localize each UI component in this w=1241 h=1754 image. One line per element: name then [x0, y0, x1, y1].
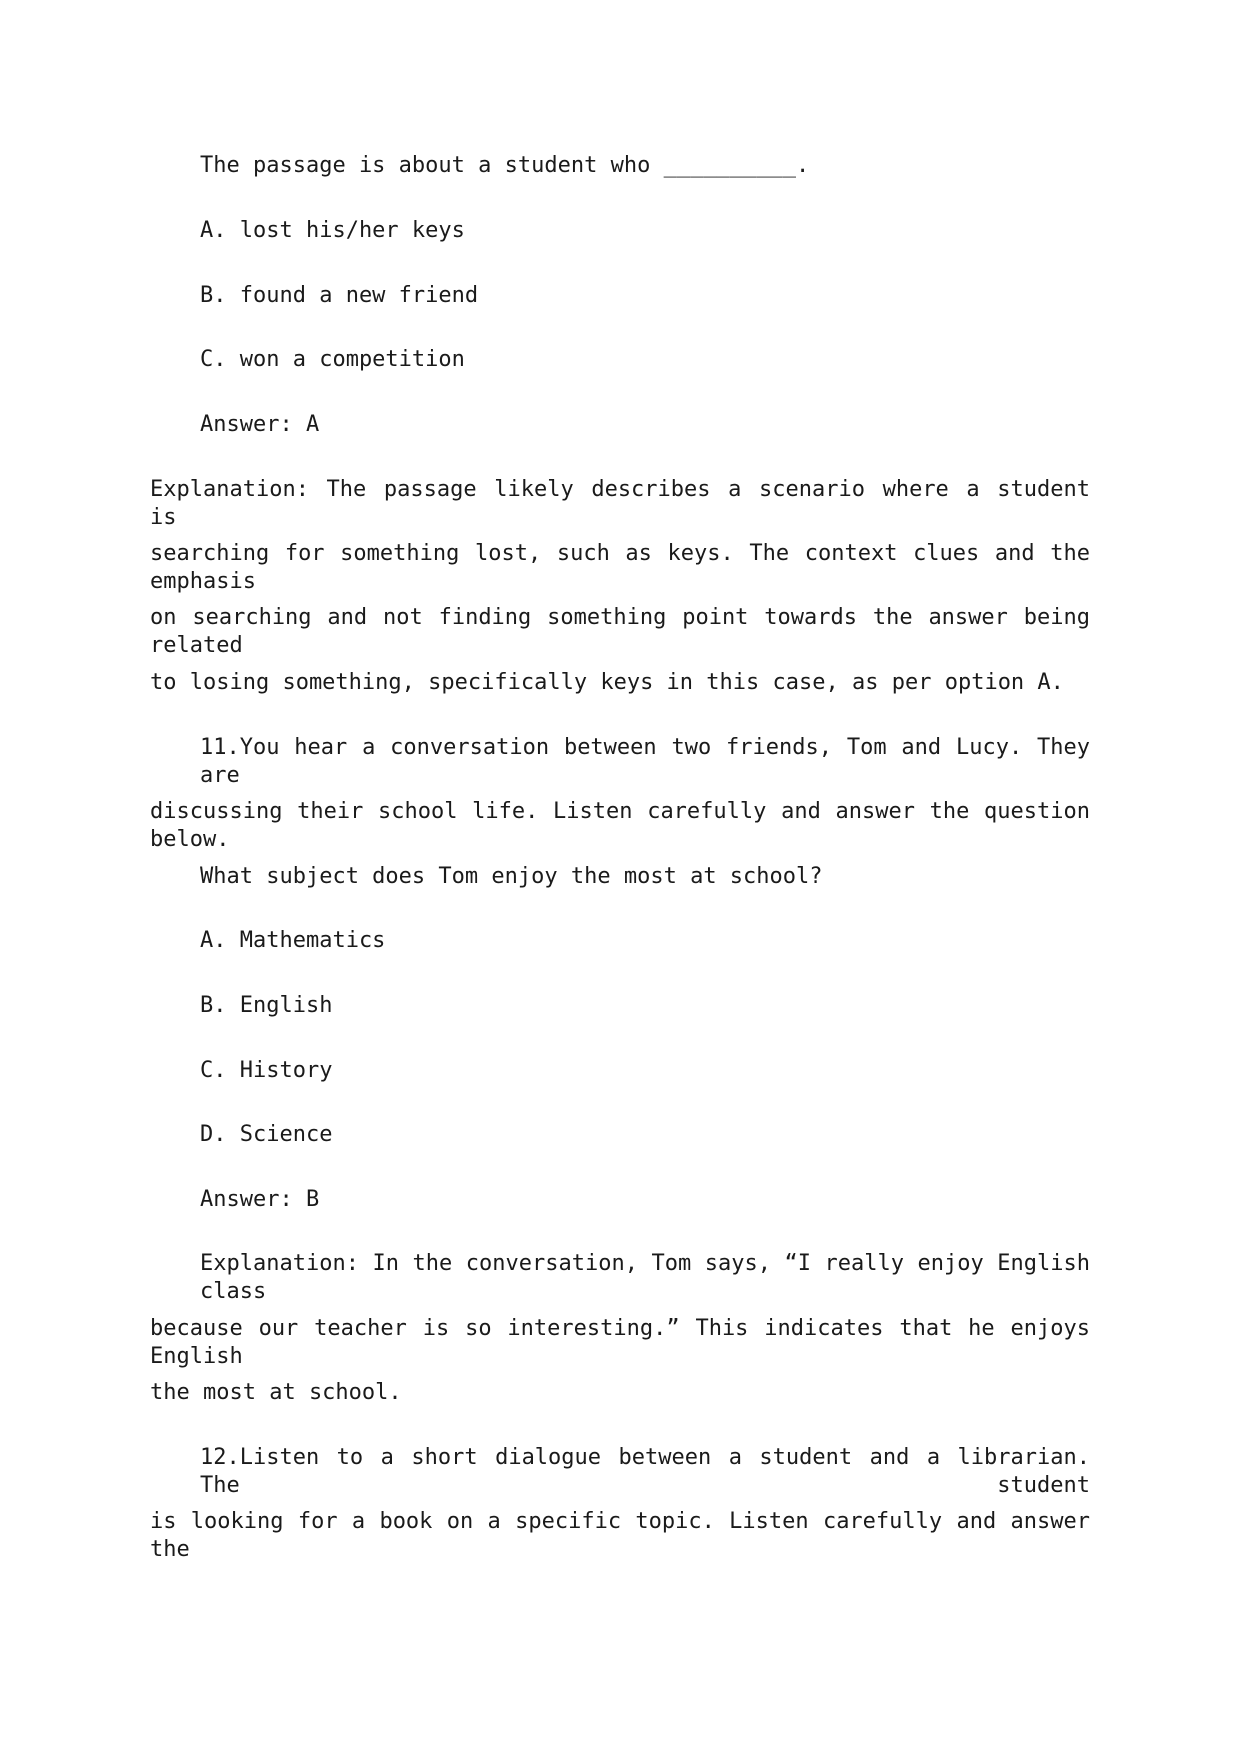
option-b: B. English	[200, 993, 333, 1018]
option-d: D. Science	[200, 1122, 333, 1147]
option-a: A. Mathematics	[200, 928, 386, 953]
explanation-line: to losing something, specifically keys in this case, as per option A.	[150, 670, 1064, 695]
explanation-line: because our teacher is so interesting.” This indicates that he enjoys English	[150, 1316, 1090, 1369]
question-stem: The passage is about a student who __________.	[200, 153, 810, 178]
question-intro: is looking for a book on a specific topic. Listen carefully and answer the	[150, 1509, 1090, 1562]
question-text: What subject does Tom enjoy the most at school?	[200, 864, 823, 889]
question-intro: discussing their school life. Listen carefully and answer the question below.	[150, 799, 1090, 852]
option-b: B. found a new friend	[200, 283, 479, 308]
option-c: C. won a competition	[200, 347, 465, 372]
explanation-line: searching for something lost, such as keys. The context clues and the emphasis	[150, 541, 1090, 594]
question-intro: 12.Listen to a short dialogue between a student and a librarian. The student	[200, 1445, 1090, 1498]
explanation-line: the most at school.	[150, 1380, 402, 1405]
option-a: A. lost his/her keys	[200, 218, 465, 243]
explanation-line: on searching and not finding something point towards the answer being related	[150, 605, 1090, 658]
answer-line: Answer: A	[200, 412, 320, 437]
answer-line: Answer: B	[200, 1187, 320, 1212]
explanation-line: Explanation: The passage likely describes a scenario where a student is	[150, 477, 1090, 530]
explanation-line: Explanation: In the conversation, Tom says, “I really enjoy English class	[200, 1251, 1090, 1304]
option-c: C. History	[200, 1058, 333, 1083]
question-intro: 11.You hear a conversation between two friends, Tom and Lucy. They are	[200, 735, 1090, 788]
